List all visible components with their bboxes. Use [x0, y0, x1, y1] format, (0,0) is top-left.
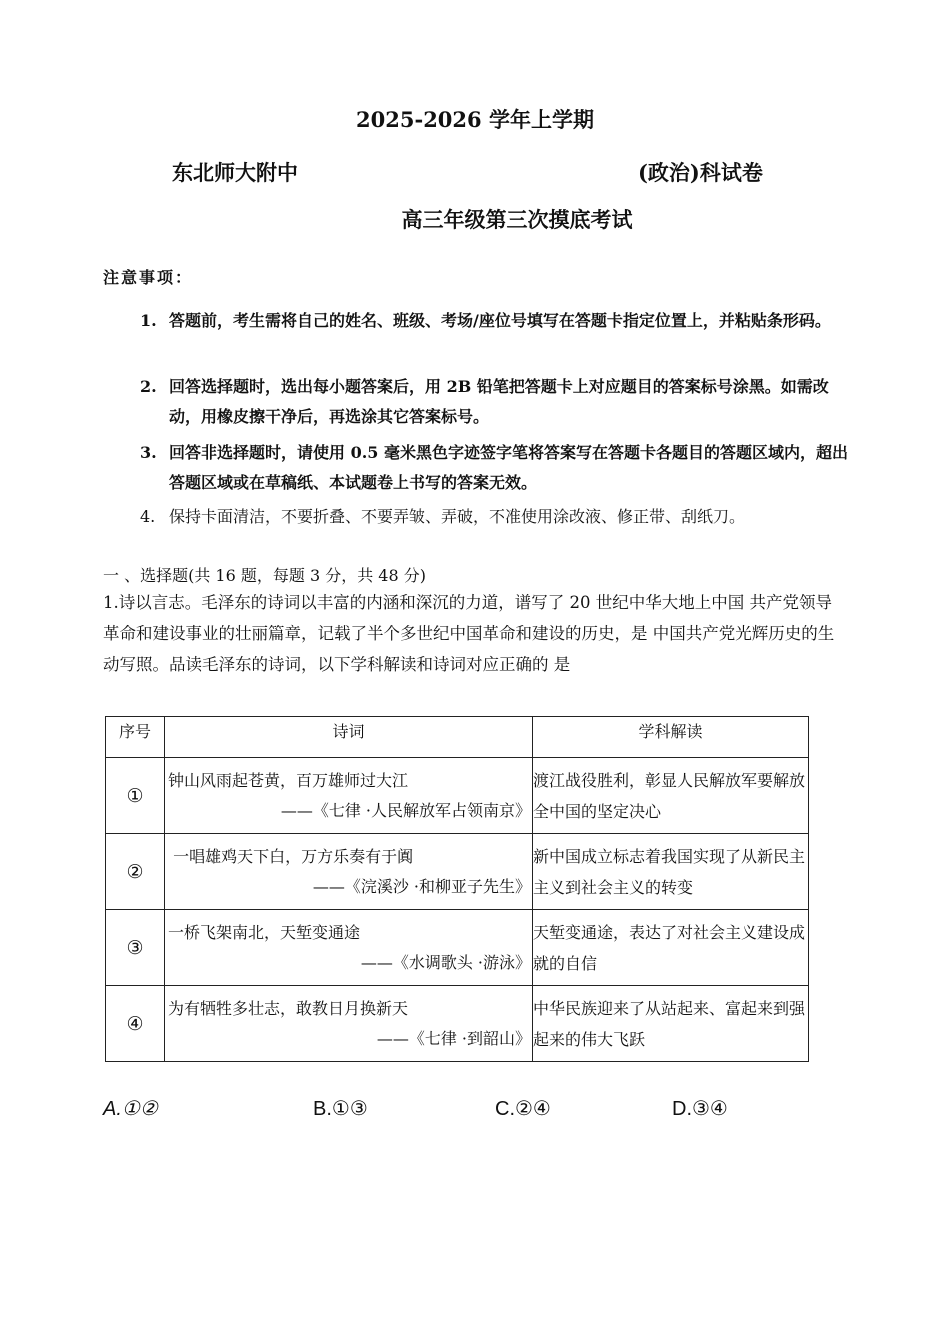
notice-item-number: 2. — [140, 377, 157, 396]
poem-line: 钟山风雨起苍黄，百万雄师过大江 — [168, 770, 409, 790]
table-row — [106, 758, 809, 834]
exam-title: 高三年级第三次摸底考试 — [401, 207, 633, 232]
poem-cell — [165, 986, 533, 1062]
exam-year: 2025-2026 学年上学期 — [356, 107, 594, 132]
poem-source: ——《七律 ·到韶山》 — [376, 1028, 531, 1048]
poem-cell — [165, 834, 533, 910]
notice-item-text: 答题前，考生需将自己的姓名、班级、考场/座位号填写在答题卡指定位置上，并粘贴条形码。 — [169, 311, 831, 330]
section-title: 一 、选择题(共 16 题，每题 3 分，共 48 分) — [103, 566, 426, 585]
poem-table — [105, 716, 809, 1062]
notice-item — [140, 372, 860, 432]
interpretation-cell: 新中国成立标志着我国实现了从新民主主义到社会主义的转变 — [533, 834, 809, 910]
notice-item-number: 3. — [140, 443, 157, 462]
notice-title: 注意事项： — [103, 268, 194, 287]
notice-item — [140, 438, 860, 498]
poem-line: 一唱雄鸡天下白，万方乐奏有于阗 — [168, 846, 414, 866]
table-row — [106, 834, 809, 910]
poem-cell — [165, 910, 533, 986]
option-a: A.①② — [103, 1098, 158, 1120]
notice-item-text: 保持卡面清洁，不要折叠、不要弄皱、弄破，不准使用涂改液、修正带、刮纸刀。 — [169, 507, 746, 526]
school-name: 东北师大附中 — [172, 160, 298, 185]
poem-source: ——《浣溪沙 ·和柳亚子先生》 — [312, 876, 531, 896]
poem-line: 为有牺牲多壮志，敢教日月换新天 — [168, 998, 409, 1018]
notice-item-number: 4. — [140, 507, 156, 526]
notice-item — [140, 502, 860, 532]
interpretation-cell: 天堑变通途，表达了对社会主义建设成就的自信 — [533, 910, 809, 986]
table-header-poem: 诗词 — [165, 717, 533, 758]
poem-source: ——《水调歌头 ·游泳》 — [360, 952, 531, 972]
interpretation-cell: 中华民族迎来了从站起来、富起来到强起来的伟大飞跃 — [533, 986, 809, 1062]
table-header-interpretation: 学科解读 — [533, 717, 809, 758]
row-seq: ④ — [106, 986, 165, 1062]
table-header-seq: 序号 — [106, 717, 165, 758]
table-row — [106, 910, 809, 986]
notice-item-number: 1. — [140, 311, 157, 330]
option-c: C.②④ — [495, 1098, 551, 1120]
option-b: B.①③ — [313, 1098, 368, 1120]
row-seq: ② — [106, 834, 165, 910]
question-stem: 1.诗以言志。毛泽东的诗词以丰富的内涵和深沉的力道，谱写了 20 世纪中华大地上中国 共产党领导革命和建设事业的壮丽篇章，记载了半个多世纪中国革命和建设的历史，是 中国共产党光辉历史的生动写照。品读毛泽东的诗词，以下学科解读和诗词对应正确的 是 — [103, 593, 835, 674]
interpretation-cell: 渡江战役胜利，彰显人民解放军要解放全中国的坚定决心 — [533, 758, 809, 834]
poem-line: 一桥飞架南北，天堑变通途 — [168, 922, 361, 942]
table-header-row — [106, 717, 809, 758]
table-row — [106, 986, 809, 1062]
notice-item-text: 回答非选择题时，请使用 0.5 毫米黑色字迹签字笔将答案写在答题卡各题目的答题区域内，超出答题区域或在草稿纸、本试题卷上书写的答案无效。 — [169, 443, 848, 492]
notice-item-text: 回答选择题时，选出每小题答案后，用 2B 铅笔把答题卡上对应题目的答案标号涂黑。如需改动，用橡皮擦干净后，再选涂其它答案标号。 — [169, 377, 829, 426]
row-seq: ① — [106, 758, 165, 834]
row-seq: ③ — [106, 910, 165, 986]
option-d: D.③④ — [672, 1098, 728, 1120]
subject-title: (政治)科试卷 — [638, 160, 763, 185]
poem-cell — [165, 758, 533, 834]
poem-source: ——《七律 ·人民解放军占领南京》 — [280, 800, 531, 820]
notice-item — [140, 306, 860, 336]
